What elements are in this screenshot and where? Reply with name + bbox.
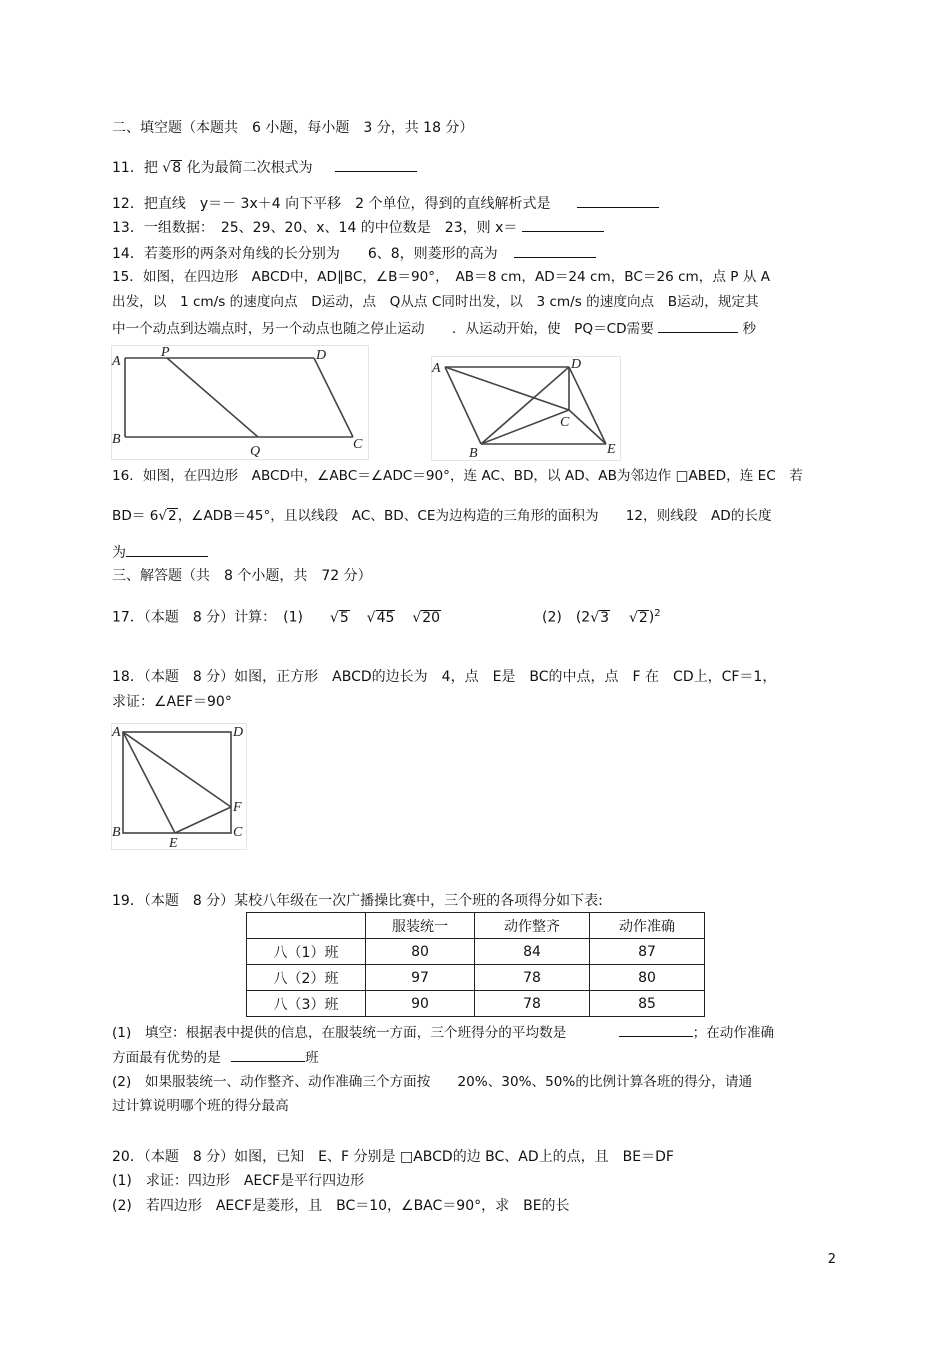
label-A: A — [432, 361, 441, 376]
figure-q18-square — [111, 723, 247, 850]
segment-PQ — [167, 358, 258, 437]
label-F: F — [233, 800, 242, 815]
table-header-cell: 服装统一 — [366, 913, 475, 939]
label-D: D — [316, 348, 327, 363]
question-11 — [112, 157, 417, 177]
question-13 — [112, 217, 604, 237]
answer-blank[interactable] — [522, 217, 604, 232]
sqrt-2: √2 — [158, 508, 177, 524]
segment-AF — [123, 732, 231, 807]
radicand-3: 3 — [600, 609, 610, 626]
figure-q15-trapezoid — [111, 345, 369, 460]
answer-blank[interactable] — [658, 318, 738, 333]
table-row — [247, 965, 705, 991]
label-C: C — [560, 415, 570, 430]
table-cell: 87 — [590, 939, 705, 965]
label-E: E — [607, 442, 616, 457]
label-Q: Q — [250, 444, 261, 459]
figure-q16-quadrilateral — [431, 356, 621, 461]
table-header-row — [247, 913, 705, 939]
table-cell: 78 — [475, 965, 590, 991]
table-cell: 八（2）班 — [247, 965, 366, 991]
question-19-part1-line2 — [112, 1047, 319, 1067]
close-paren: ) — [648, 609, 655, 626]
table-header-cell — [247, 913, 366, 939]
question-17 — [112, 605, 661, 627]
label-P: P — [161, 345, 170, 360]
q15-unit: 秒 — [742, 321, 757, 337]
q15-line3-text: 中一个动点到达端点时，另一个动点也随之停止运动 ．从运动开始，使 PQ＝CD需要 — [112, 321, 654, 337]
q12-text: 12．把直线 y＝－ 3x＋4 向下平移 2 个单位，得到的直线解析式是 — [112, 196, 551, 212]
table-row — [247, 991, 705, 1017]
question-15-line1: 15．如图，在四边形 ABCD中，AD∥BC，∠B＝90°， AB＝8 cm，AD＝24 cm，BC＝26 cm，点 P 从 A — [112, 269, 771, 285]
q17-prefix: 17．（本题 8 分）计算： (1) — [112, 609, 304, 626]
question-20-line1: 20．（本题 8 分）如图，已知 E、F 分别是 □ABCD的边 BC、AD上的点，且 BE＝DF — [112, 1149, 674, 1165]
score-table — [246, 912, 705, 1017]
question-19-part2-line2: 过计算说明哪个班的得分最高 — [112, 1098, 289, 1114]
table-cell: 八（1）班 — [247, 939, 366, 965]
q19-p1-text-c: 方面最有优势的是 — [112, 1050, 221, 1066]
q19-p1-text-b: ；在动作准确 — [692, 1025, 775, 1041]
table-cell: 80 — [590, 965, 705, 991]
question-18-line2: 求证：∠AEF＝90° — [112, 694, 232, 710]
section3-heading: 三、解答题（共 8 个小题，共 72 分） — [112, 568, 372, 584]
answer-blank[interactable] — [335, 157, 417, 172]
label-C: C — [353, 437, 363, 452]
question-15-line2: 出发，以 1 cm/s 的速度向点 D运动，点 Q从点 C同时出发，以 3 cm/s 的速度向点 B运动，规定其 — [112, 294, 759, 310]
question-19-part1-line1 — [112, 1022, 774, 1042]
q16-line2-text: ，∠ADB＝45°，且以线段 AC、BD、CE为边构造的三角形的面积为 12，则线段 AD的长度 — [177, 508, 772, 524]
q16-bd-prefix: BD＝ 6 — [112, 508, 159, 524]
question-16-line2 — [112, 507, 772, 525]
label-D: D — [571, 357, 582, 372]
segment-AC — [445, 367, 569, 410]
q11-radicand: 8 — [172, 160, 182, 176]
question-18-line1: 18．（本题 8 分）如图，正方形 ABCD的边长为 4，点 E是 BC的中点，点 F 在 CD上，CF＝1， — [112, 669, 777, 685]
q13-text: 13．一组数据： 25、29、20、x、14 的中位数是 23，则 x＝ — [112, 220, 518, 236]
sqrt-45: √45 — [366, 609, 395, 626]
segment-BC — [481, 410, 569, 444]
label-B: B — [112, 432, 121, 447]
segment-DC — [314, 358, 353, 437]
table-cell: 78 — [475, 991, 590, 1017]
radicand-20: 20 — [422, 609, 441, 626]
table-cell: 84 — [475, 939, 590, 965]
radicand-5: 5 — [339, 609, 349, 626]
answer-blank[interactable] — [231, 1047, 305, 1062]
table-cell: 八（3）班 — [247, 991, 366, 1017]
radicand-45: 45 — [376, 609, 395, 626]
sqrt-5: √5 — [329, 609, 349, 626]
question-19-intro: 19．（本题 8 分）某校八年级在一次广播操比赛中，三个班的各项得分如下表: — [112, 893, 603, 909]
q19-p1-text: (1) 填空：根据表中提供的信息，在服装统一方面，三个班得分的平均数是 — [112, 1025, 567, 1041]
label-B: B — [469, 446, 478, 461]
label-D: D — [233, 725, 244, 740]
question-12 — [112, 193, 659, 213]
question-20-line2: (1) 求证：四边形 AECF是平行四边形 — [112, 1173, 365, 1189]
answer-blank[interactable] — [514, 243, 596, 258]
question-20-line3: (2) 若四边形 AECF是菱形，且 BC＝10，∠BAC＝90°，求 BE的长 — [112, 1198, 570, 1214]
segment-AE — [123, 732, 175, 833]
table-cell: 97 — [366, 965, 475, 991]
segment-DE — [569, 367, 606, 444]
label-B: B — [112, 825, 121, 840]
q19-p1-text-d: 班 — [305, 1050, 319, 1066]
table-cell: 90 — [366, 991, 475, 1017]
table-header-cell: 动作准确 — [590, 913, 705, 939]
label-A: A — [112, 725, 121, 740]
table-row — [247, 939, 705, 965]
question-14 — [112, 243, 596, 263]
exponent: 2 — [654, 608, 661, 619]
sqrt-2b: √2 — [628, 609, 648, 626]
question-15-line3 — [112, 318, 756, 338]
label-E: E — [169, 836, 178, 850]
page-number: 2 — [827, 1252, 836, 1267]
q16-radicand: 2 — [168, 508, 177, 524]
q16-line3-text: 为 — [112, 545, 126, 561]
sqrt-20: √20 — [412, 609, 441, 626]
q11-number: 11．把 — [112, 160, 158, 176]
answer-blank[interactable] — [126, 542, 208, 557]
table-cell: 80 — [366, 939, 475, 965]
answer-blank[interactable] — [619, 1022, 693, 1037]
label-C: C — [233, 825, 243, 840]
square-ABCD — [123, 732, 231, 833]
question-16-line3 — [112, 542, 208, 562]
answer-blank[interactable] — [577, 193, 659, 208]
table-cell: 85 — [590, 991, 705, 1017]
segment-EF — [175, 807, 231, 833]
segment-AB — [445, 367, 481, 444]
q14-text: 14．若菱形的两条对角线的长分别为 6、8，则菱形的高为 — [112, 246, 498, 262]
section2-heading: 二、填空题（本题共 6 小题，每小题 3 分，共 18 分） — [112, 120, 474, 136]
radicand-2: 2 — [638, 609, 648, 626]
label-A: A — [112, 354, 121, 369]
question-19-part2-line1: (2) 如果服装统一、动作整齐、动作准确三个方面按 20%、30%、50%的比例计算各班的得分，请通 — [112, 1074, 753, 1090]
q11-text: 化为最简二次根式为 — [186, 160, 313, 176]
question-16-line1: 16．如图，在四边形 ABCD中，∠ABC＝∠ADC＝90°，连 AC、BD，以 AD、AB为邻边作 □ABED，连 EC 若 — [112, 468, 803, 484]
q17-part2: (2) (2 — [541, 609, 591, 626]
sqrt-8: √8 — [162, 160, 182, 176]
segment-CE — [569, 410, 606, 444]
sqrt-3: √3 — [590, 609, 610, 626]
table-header-cell: 动作整齐 — [475, 913, 590, 939]
